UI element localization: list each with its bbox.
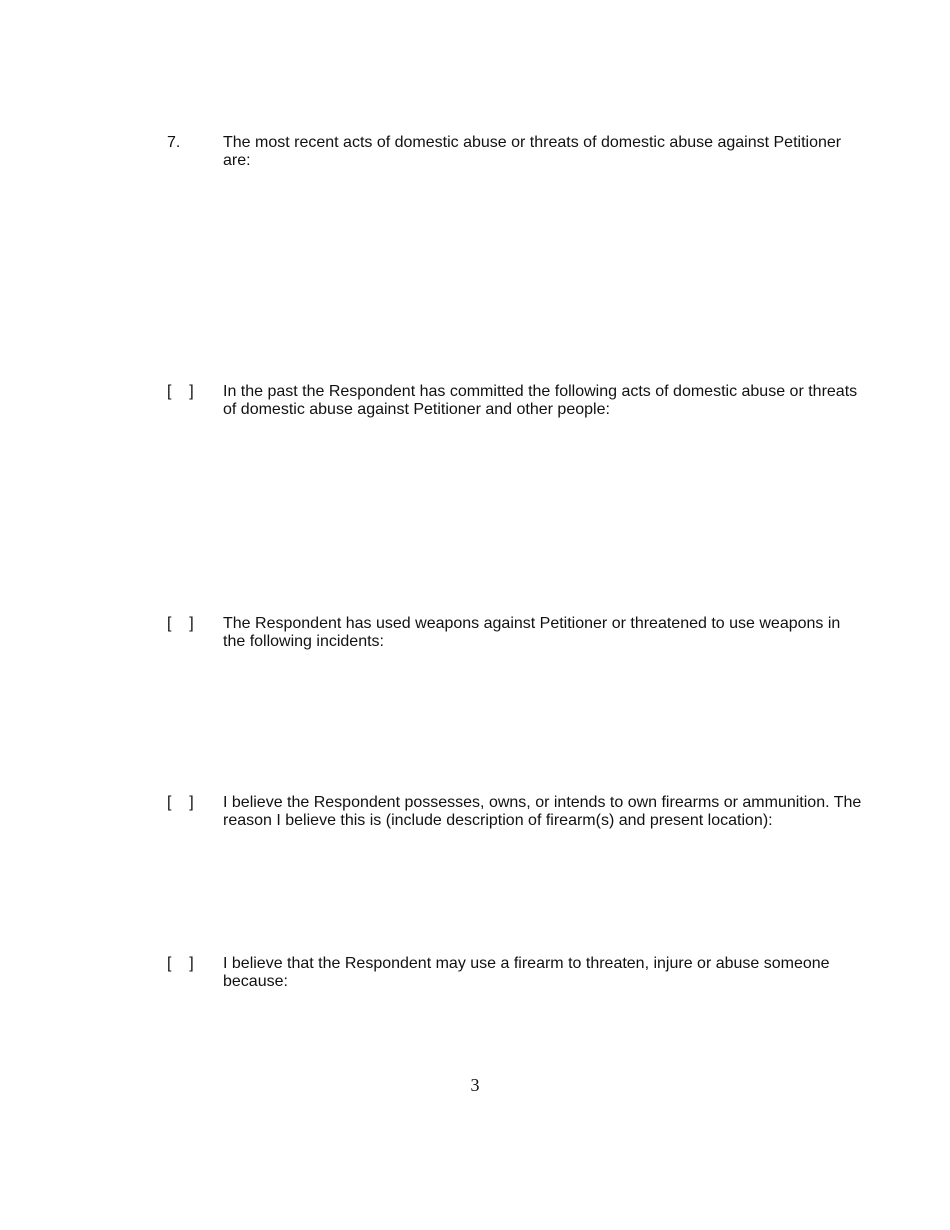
checkbox-bracket[interactable]: [ ] <box>167 955 194 972</box>
page-number: 3 <box>470 1075 480 1095</box>
checkbox-bracket[interactable]: [ ] <box>167 383 194 400</box>
item-text: The most recent acts of domestic abuse or threats of domestic abuse against Petitioner are: <box>223 134 842 169</box>
item-text: I believe the Respondent possesses, owns, or intends to own firearms or ammunition. The reason I believe this is (include description of firearm(s) and present location): <box>223 794 862 829</box>
checkbox-bracket[interactable]: [ ] <box>167 615 194 632</box>
item-number: 7. <box>167 134 181 151</box>
item-text: I believe that the Respondent may use a firearm to threaten, injure or abuse someone because: <box>223 955 830 990</box>
checkbox-bracket[interactable]: [ ] <box>167 794 194 811</box>
item-text: The Respondent has used weapons against Petitioner or threatened to use weapons in the following incidents: <box>223 615 841 650</box>
item-text: In the past the Respondent has committed the following acts of domestic abuse or threats of domestic abuse against Petitioner and other people: <box>223 383 858 418</box>
